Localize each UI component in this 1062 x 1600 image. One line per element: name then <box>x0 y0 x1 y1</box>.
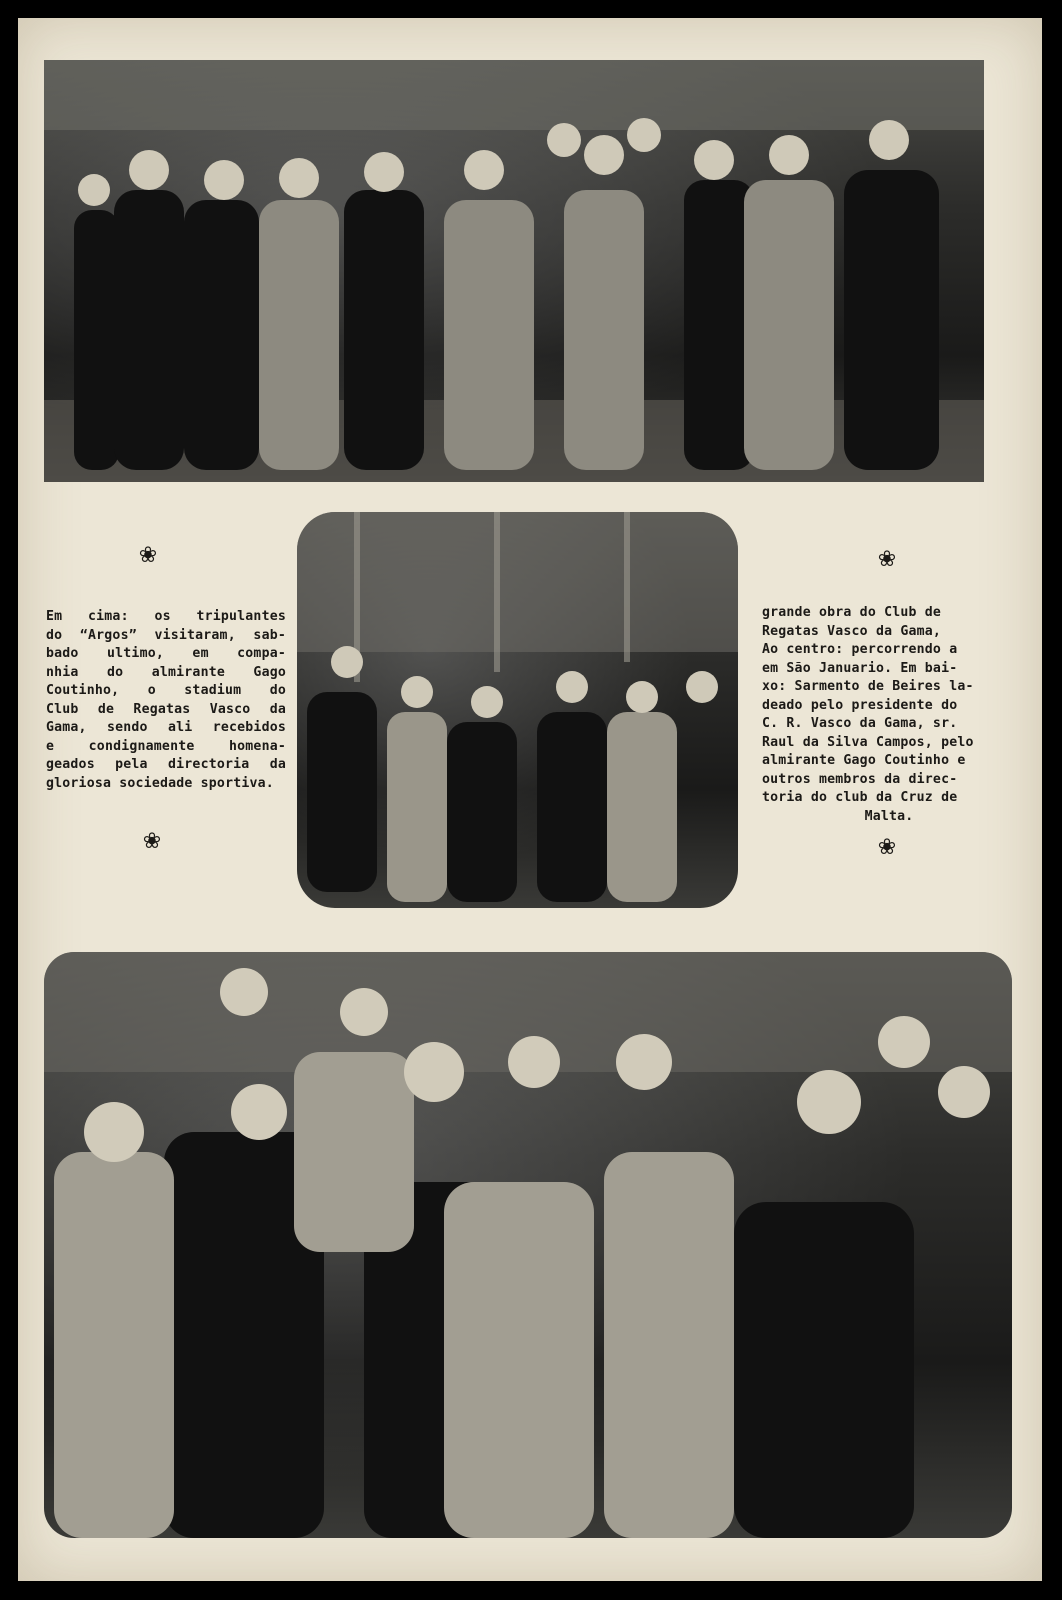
caption-line: xo: Sarmento de Beires la- <box>762 679 974 694</box>
caption-line: grande obra do Club de <box>762 605 942 620</box>
caption-right <box>762 604 1016 826</box>
caption-line: toria do club da Cruz de <box>762 790 958 805</box>
caption-line: outros membros da direc- <box>762 771 958 787</box>
ornament-left-bottom: ❀ <box>142 829 162 854</box>
caption-line: gloriosa sociedade sportiva. <box>46 775 274 791</box>
caption-line: Regatas Vasco da Gama, <box>762 623 942 639</box>
caption-line: Coutinho, o stadium do <box>46 683 286 698</box>
photo-group-portrait <box>44 952 1012 1538</box>
caption-line: Em cima: os tripulantes <box>46 609 286 624</box>
caption-line: almirante Gago Coutinho e <box>762 753 966 768</box>
caption-line: bado ultimo, em compa- <box>46 646 286 661</box>
ornament-left-top: ❀ <box>138 543 158 568</box>
caption-line: em São Januario. Em bai- <box>762 660 958 676</box>
magazine-page <box>18 18 1042 1581</box>
photo-group-standing <box>44 60 984 482</box>
caption-left <box>46 608 286 793</box>
caption-line: Malta. <box>864 808 914 824</box>
caption-line: Raul da Silva Campos, pelo <box>762 734 974 750</box>
caption-line: Club de Regatas Vasco da <box>46 701 286 717</box>
caption-line: Gama, sendo ali recebidos <box>46 720 286 735</box>
caption-line: e condignamente homena- <box>46 738 286 754</box>
caption-line: geados pela directoria da <box>46 757 286 772</box>
photo-stadium-visit <box>297 512 738 908</box>
caption-line: C. R. Vasco da Gama, sr. <box>762 716 958 731</box>
caption-line: do “Argos” visitaram, sab- <box>46 627 286 643</box>
ornament-right-top: ❀ <box>877 547 897 572</box>
caption-line: nhia do almirante Gago <box>46 664 286 680</box>
caption-line: Ao centro: percorrendo a <box>762 642 958 657</box>
ornament-right-bottom: ❀ <box>877 835 897 860</box>
caption-line: deado pelo presidente do <box>762 697 958 713</box>
